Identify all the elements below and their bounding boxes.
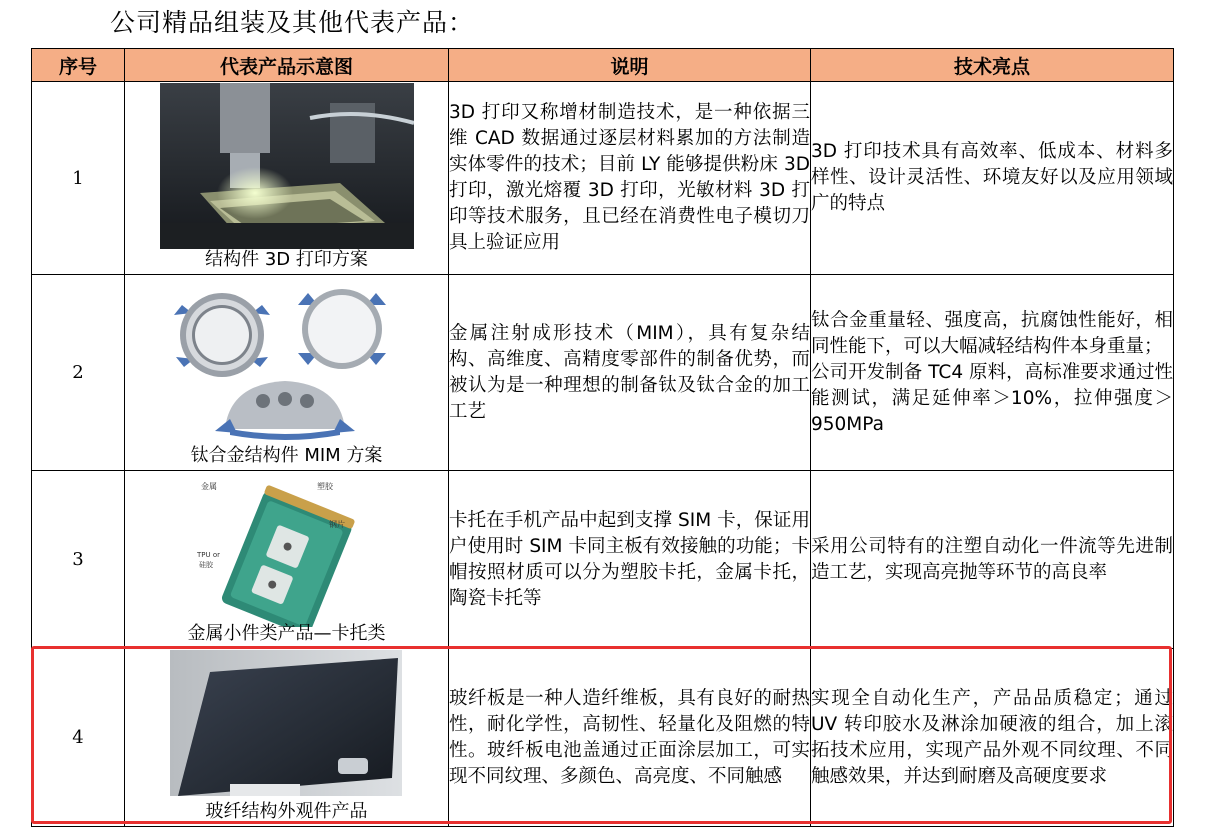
product-caption: 金属小件类产品—卡托类 [187,623,386,644]
3d-printing-machine-image [160,83,414,249]
fiberglass-panel-image [170,650,402,796]
table-row [32,82,1174,275]
label-steel-sheet: 钢片 [329,520,345,529]
sim-tray-diagram-image [197,477,377,627]
header-highlights: 技术亮点 [811,49,1174,82]
table-row [32,471,1174,649]
header-image: 代表产品示意图 [125,49,449,82]
row-highlights: 采用公司特有的注塑自动化一件流等先进制造工艺，实现高亮抛等环节的高良率 [811,471,1174,649]
product-caption: 玻纤结构外观件产品 [205,801,368,822]
row-highlights: 3D 打印技术具有高效率、低成本、材料多样性、设计灵活性、环境友好以及应用领域广的特点 [811,82,1174,275]
label-metal: 金属 [201,482,217,491]
row-index: 3 [32,471,125,649]
product-image-cell [125,275,449,471]
row-index: 1 [32,82,125,275]
header-index: 序号 [32,49,125,82]
product-caption: 钛合金结构件 MIM 方案 [190,445,383,466]
label-tpu: TPU or [197,551,221,559]
row-description: 金属注射成形技术（MIM），具有复杂结构、高维度、高精度零部件的制备优势，而被认为是一种理想的制备钛及钛合金的加工工艺 [449,275,811,471]
row-highlights: 钛合金重量轻、强度高，抗腐蚀性能好，相同性能下，可以大幅减轻结构件本身重量； 公司开发制备 TC4 原料，高标准要求通过性能测试，满足延伸率＞10%，拉伸强度＞950MPa [811,275,1174,471]
row-description: 卡托在手机产品中起到支撑 SIM 卡，保证用户使用时 SIM 卡同主板有效接触的功能；卡帽按照材质可以分为塑胶卡托，金属卡托，陶瓷卡托等 [449,471,811,649]
header-description: 说明 [449,49,811,82]
row-index: 4 [32,649,125,827]
titanium-watch-case-image [167,287,407,447]
label-plastic: 塑胶 [317,482,333,491]
row-highlights: 实现全自动化生产，产品品质稳定；通过 UV 转印胶水及淋涂加硬液的组合，加上滚拓技术应用，实现产品外观不同纹理、不同触感效果，并达到耐磨及高硬度要求 [811,649,1174,827]
table-row [32,275,1174,471]
product-image-cell [125,82,449,275]
row-description: 3D 打印又称增材制造技术，是一种依据三维 CAD 数据通过逐层材料累加的方法制造实体零件的技术；目前 LY 能够提供粉床 3D 打印，激光熔覆 3D 打印，光敏材料 3D 打印等技术服务，且已经在消费性电子模切刀具上验证应用 [449,82,811,275]
table-header-row [32,49,1174,82]
row-index: 2 [32,275,125,471]
product-image-cell [125,471,449,649]
row-description: 玻纤板是一种人造纤维板，具有良好的耐热性，耐化学性，高韧性、轻量化及阻燃的特性。玻纤板电池盖通过正面涂层加工，可实现不同纹理、多颜色、高亮度、不同触感 [449,649,811,827]
product-image-cell [125,649,449,827]
document-title: 公司精品组装及其他代表产品： [110,8,475,37]
product-caption: 结构件 3D 打印方案 [205,249,368,270]
label-silicone: 硅胶 [199,561,213,569]
table-row [32,649,1174,827]
products-table [31,48,1174,827]
